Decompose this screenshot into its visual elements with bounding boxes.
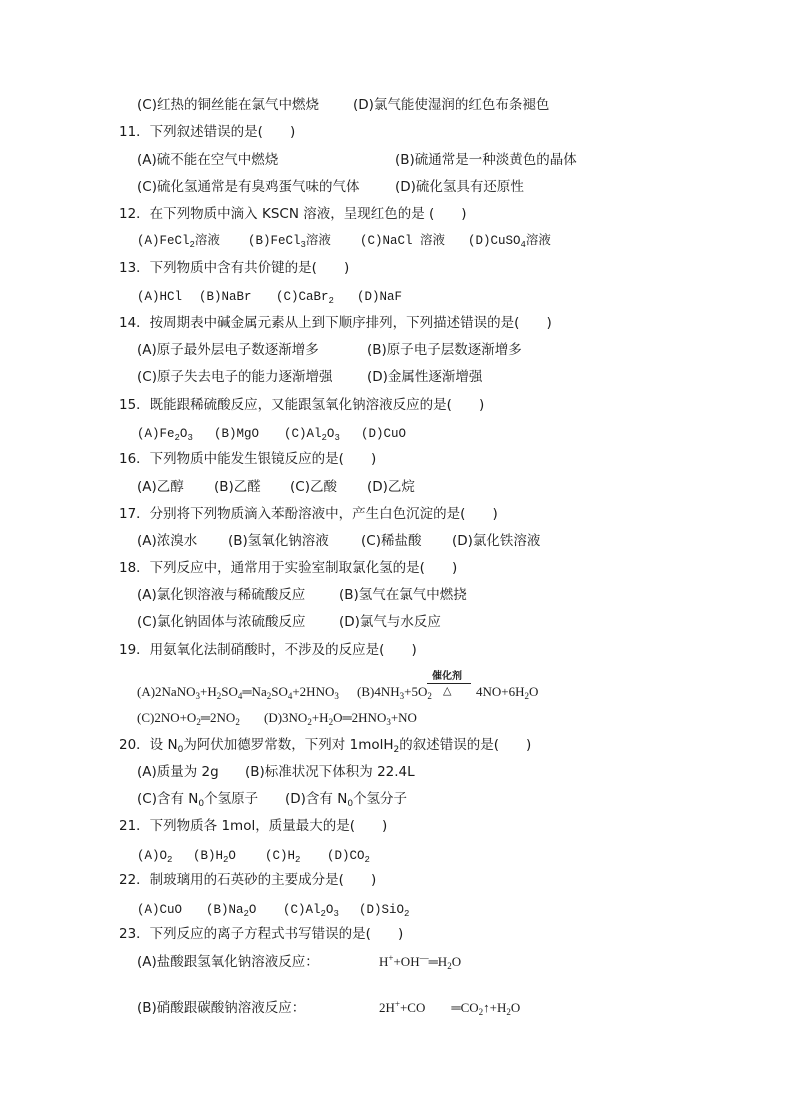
q12-option-b: (B)FeCl$_3$溶液 (248, 234, 331, 250)
question-14-stem: 14．按周期表中碱金属元素从上到下顺序排列，下列描述错误的是( ) (119, 315, 552, 331)
q21-option-c: $(C)H_2$ (265, 849, 301, 865)
q15-option-d: (D)CuO (361, 427, 407, 441)
q23-option-a-equation: $H^++OH^—═H_2O$ (379, 953, 462, 971)
q14-option-a: (A)原子最外层电子数逐渐增多 (137, 342, 319, 358)
q12-option-c: (C)NaCl 溶液 (360, 234, 446, 248)
q13-option-c: (C)CaBr$_2$ (276, 290, 334, 306)
question-15-stem: 15．既能跟稀硫酸反应，又能跟氢氧化钠溶液反应的是( ) (119, 397, 485, 413)
q19-option-a: $(A)2NaNO_3+H_2SO_4═Na_2SO_4+2HNO_3$ (137, 684, 339, 701)
q11-option-a: (A)硫不能在空气中燃烧 (137, 152, 279, 168)
question-11-stem: 11．下列叙述错误的是( ) (119, 124, 296, 140)
q18-option-d: (D)氯气与水反应 (339, 614, 441, 630)
q15-option-b: (B)MgO (214, 427, 260, 441)
q17-option-c: (C)稀盐酸 (361, 533, 422, 549)
question-13-stem: 13．下列物质中含有共价键的是( ) (119, 260, 350, 276)
question-23-stem: 23．下列反应的离子方程式书写错误的是( ) (119, 926, 404, 942)
question-12-stem: 12．在下列物质中滴入 KSCN 溶液，呈现红色的是 ( ) (119, 206, 467, 222)
q13-option-a: (A)HCl (137, 290, 183, 304)
q23-option-b: (B)硝酸跟碳酸钠溶液反应： (137, 1000, 306, 1016)
catalyst-label: 催化剂 (432, 671, 462, 682)
q18-option-a: (A)氯化钡溶液与稀硫酸反应 (137, 587, 306, 603)
q17-option-a: (A)浓溴水 (137, 533, 198, 549)
q19-option-b-left: $(B)4NH_3+5O_2$ (357, 684, 432, 701)
q16-option-d: (D)乙烷 (367, 479, 415, 495)
heat-symbol: △ (443, 684, 452, 697)
q20-option-c: (C)含有 $N_0$个氢原子 (137, 791, 259, 809)
question-20-stem: 20．设 $N_0$为阿伏加德罗常数，下列对 1molH$_2$的叙述错误的是( ) (119, 737, 532, 755)
q11-option-c: (C)硫化氢通常是有臭鸡蛋气味的气体 (137, 179, 360, 195)
q23-option-a: (A)盐酸跟氢氧化钠溶液反应： (137, 954, 319, 970)
q15-option-c: $(C)Al_2O_3$ (284, 427, 340, 443)
question-16-stem: 16．下列物质中能发生银镜反应的是( ) (119, 451, 377, 467)
q13-option-d: (D)NaF (357, 290, 403, 304)
q20-option-b: (B)标准状况下体积为 22.4L (245, 764, 415, 780)
q13-option-b: (B)NaBr (199, 290, 252, 304)
q12-option-a: (A)FeCl$_2$溶液 (137, 234, 220, 250)
q17-option-d: (D)氯化铁溶液 (452, 533, 541, 549)
q15-option-a: $(A)Fe_2O_3$ (137, 427, 193, 443)
q14-option-c: (C)原子失去电子的能力逐渐增强 (137, 369, 333, 385)
question-18-stem: 18．下列反应中，通常用于实验室制取氯化氢的是( ) (119, 560, 458, 576)
q20-option-d: (D)含有 $N_0$个氢分子 (285, 791, 408, 809)
q14-option-b: (B)原子电子层数逐渐增多 (367, 342, 522, 358)
question-19-stem: 19．用氨氧化法制硝酸时，不涉及的反应是( ) (119, 642, 417, 658)
question-17-stem: 17．分别将下列物质滴入苯酚溶液中，产生白色沉淀的是( ) (119, 506, 498, 522)
q18-option-c: (C)氯化钠固体与浓硫酸反应 (137, 614, 306, 630)
q17-option-b: (B)氢氧化钠溶液 (228, 533, 329, 549)
q22-option-d: (D)SiO$_2$ (359, 903, 410, 919)
q21-option-b: $(B)H_2O$ (193, 849, 236, 865)
option-d-chlorine-cloth: (D)氯气能使湿润的红色布条褪色 (353, 97, 550, 113)
q21-option-a: $(A)O_2$ (137, 849, 173, 865)
q23-option-b-equation: 2H++CO $═CO_2↑+H_2O$ (379, 999, 521, 1017)
q22-option-c: $(C)Al_2O_3$ (283, 903, 339, 919)
q16-option-b: (B)乙醛 (214, 479, 261, 495)
q19-option-c: $(C)2NO+O_2═2NO_2$ (137, 710, 240, 727)
q21-option-d: $(D)CO_2$ (327, 849, 370, 865)
q22-option-b: $(B)Na_2O$ (206, 903, 257, 919)
question-22-stem: 22．制玻璃用的石英砂的主要成分是( ) (119, 872, 377, 888)
q14-option-d: (D)金属性逐渐增强 (367, 369, 483, 385)
q20-option-a: (A)质量为 2g (137, 764, 219, 780)
q11-option-b: (B)硫通常是一种淡黄色的晶体 (395, 152, 577, 168)
q19-option-b-right: $4NO+6H_2O$ (476, 684, 539, 701)
q19-option-d: $(D)3NO_2+H_2O═2HNO_3+NO$ (264, 710, 417, 727)
option-c-copper-wire: (C)红热的铜丝能在氯气中燃烧 (137, 97, 319, 113)
q22-option-a: (A)CuO (137, 903, 183, 917)
q16-option-a: (A)乙醇 (137, 479, 184, 495)
q12-option-d: (D)CuSO$_4$溶液 (468, 234, 551, 250)
q18-option-b: (B)氢气在氯气中燃挠 (339, 587, 467, 603)
question-21-stem: 21．下列物质各 1mol，质量最大的是( ) (119, 818, 388, 834)
q16-option-c: (C)乙酸 (290, 479, 337, 495)
q11-option-d: (D)硫化氢具有还原性 (395, 179, 524, 195)
